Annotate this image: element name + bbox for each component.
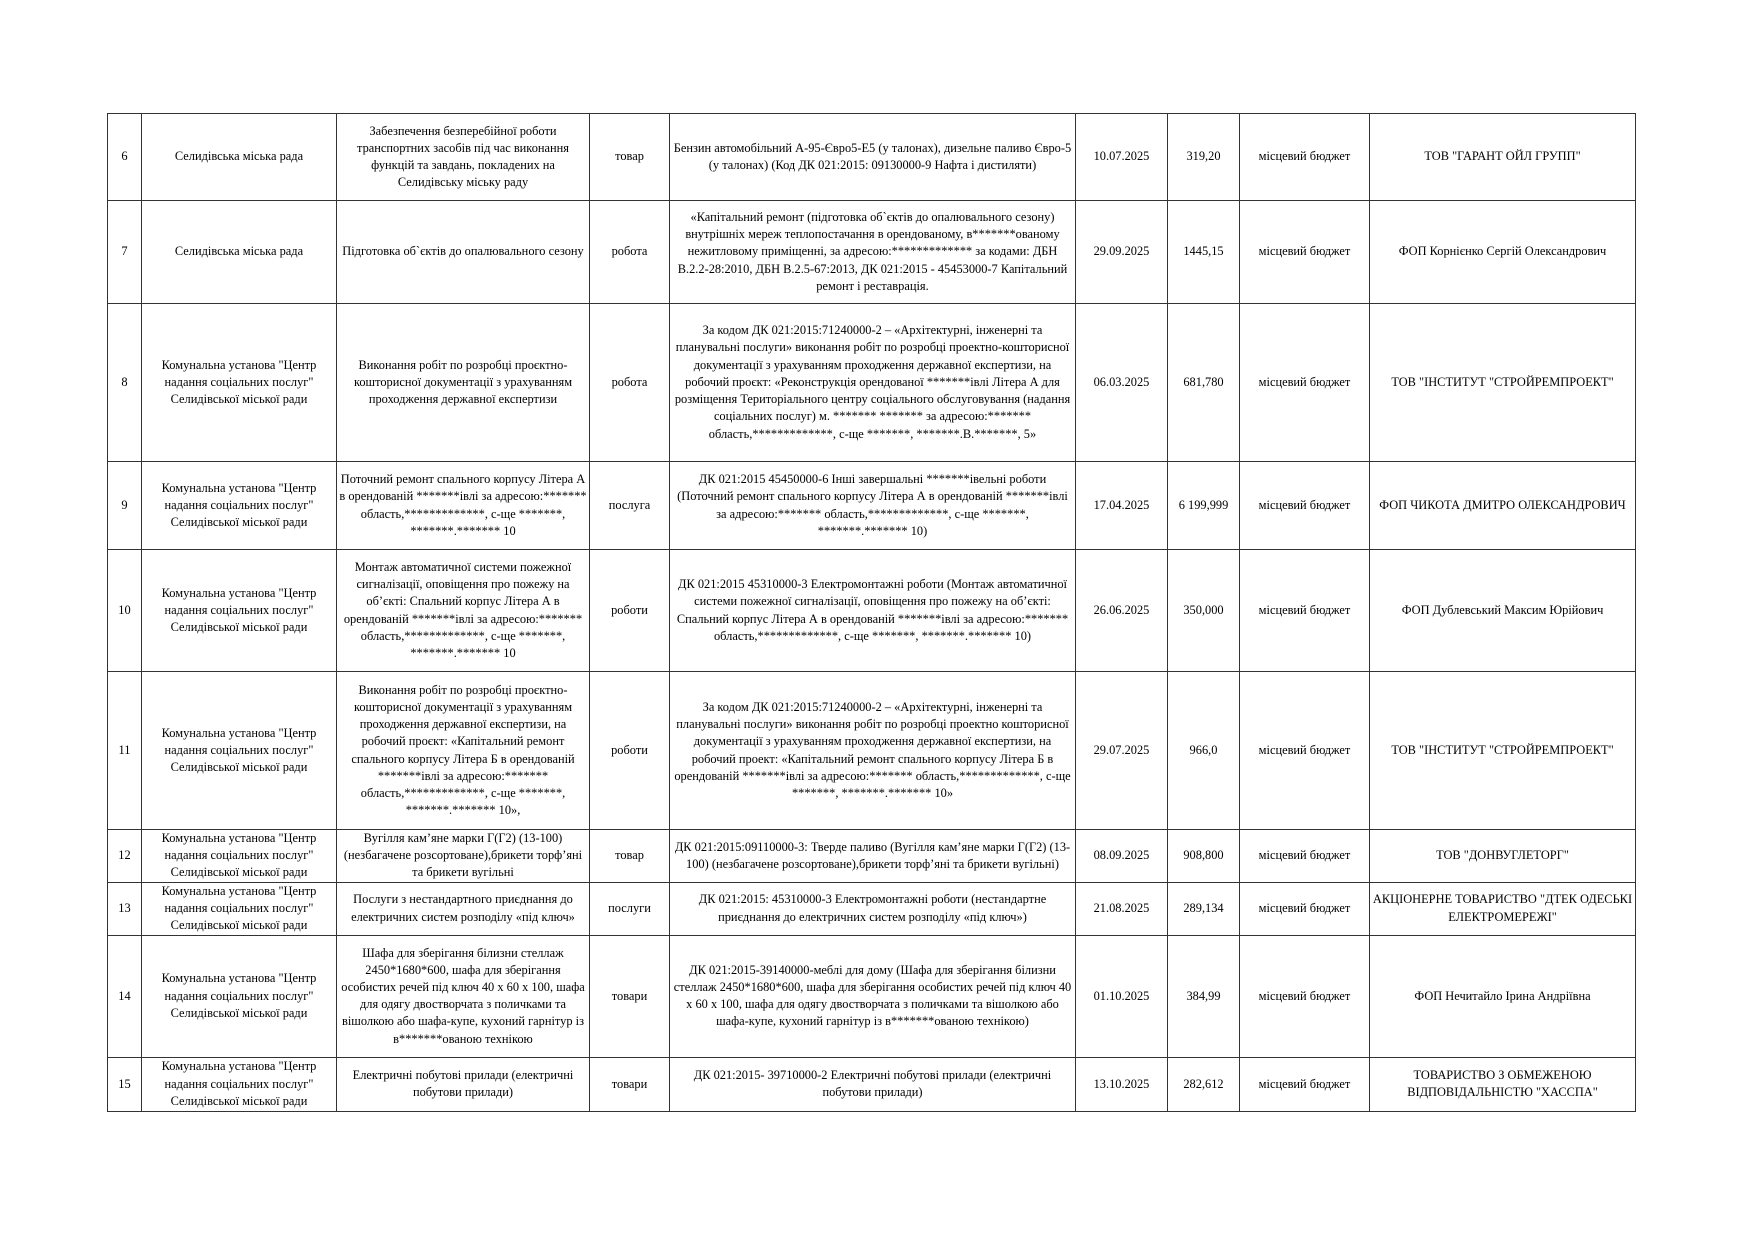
row-number: 6 (108, 114, 142, 201)
amount-cell: 289,134 (1168, 882, 1240, 935)
type-cell: товари (590, 1057, 670, 1111)
date-cell: 26.06.2025 (1076, 550, 1168, 672)
supplier-cell: ФОП ЧИКОТА ДМИТРО ОЛЕКСАНДРОВИЧ (1370, 462, 1636, 550)
date-cell: 10.07.2025 (1076, 114, 1168, 201)
subject-cell: Монтаж автоматичної системи пожежної сигналізації, оповіщення про пожежу на об’єкті: Спальний корпус Літера А в орендованій *******івлі за адресою:******* область,*************, с-ще *******, *******.******* 10 (337, 550, 590, 672)
amount-cell: 1445,15 (1168, 201, 1240, 304)
date-cell: 13.10.2025 (1076, 1057, 1168, 1111)
customer-cell: Комунальна установа "Центр надання соціальних послуг" Селидівської міської ради (142, 882, 337, 935)
subject-cell: Виконання робіт по розробці проєктно-кошторисної документації з урахуванням проходження державної експертизи (337, 304, 590, 462)
customer-cell: Комунальна установа "Центр надання соціальних послуг" Селидівської міської ради (142, 304, 337, 462)
supplier-cell: АКЦІОНЕРНЕ ТОВАРИСТВО "ДТЕК ОДЕСЬКІ ЕЛЕКТРОМЕРЕЖІ" (1370, 882, 1636, 935)
row-number: 11 (108, 672, 142, 830)
date-cell: 06.03.2025 (1076, 304, 1168, 462)
row-number: 10 (108, 550, 142, 672)
customer-cell: Комунальна установа "Центр надання соціальних послуг" Селидівської міської ради (142, 830, 337, 883)
type-cell: робота (590, 201, 670, 304)
subject-cell: Підготовка об`єктів до опалювального сезону (337, 201, 590, 304)
row-number: 7 (108, 201, 142, 304)
supplier-cell: ФОП Корнієнко Сергій Олександрович (1370, 201, 1636, 304)
description-cell: ДК 021:2015: 45310000-3 Електромонтажні роботи (нестандартне приєднання до електричних систем розподілу «під ключ») (670, 882, 1076, 935)
description-cell: ДК 021:2015 45450000-6 Інші завершальні *******івельні роботи (Поточний ремонт спального корпусу Літера А в орендованій *******івлі за адресою:******* область,*************, с-ще *******, *******.******* 10) (670, 462, 1076, 550)
description-cell: ДК 021:2015 45310000-3 Електромонтажні роботи (Монтаж автоматичної системи пожежної сигналізації, оповіщення про пожежу на об’єкті: Спальний корпус Літера А в орендованій *******івлі за адресою:******* область,*************, с-ще *******, *******.******* 10) (670, 550, 1076, 672)
description-cell: За кодом ДК 021:2015:71240000-2 – «Архітектурні, інженерні та планувальні послуги» виконання робіт по розробці проектно-кошторисної документації з урахуванням проходження державної експертизи, на робочий проєкт: «Реконструкція орендованої *******івлі Літера А для розміщення Територіального центру соціального обслуговування (надання соціальних послуг) м. ******* ******* за адресою:******* область,*************, с-ще *******, *******.В.*******, 5» (670, 304, 1076, 462)
row-number: 15 (108, 1057, 142, 1111)
type-cell: товар (590, 830, 670, 883)
supplier-cell: ТОВ "ДОНВУГЛЕТОРГ" (1370, 830, 1636, 883)
type-cell: послуги (590, 882, 670, 935)
date-cell: 08.09.2025 (1076, 830, 1168, 883)
amount-cell: 384,99 (1168, 935, 1240, 1057)
type-cell: роботи (590, 672, 670, 830)
funding-cell: місцевий бюджет (1240, 114, 1370, 201)
amount-cell: 681,780 (1168, 304, 1240, 462)
description-cell: За кодом ДК 021:2015:71240000-2 – «Архітектурні, інженерні та планувальні послуги» виконання робіт по розробці проектно кошторисної документації з урахуванням проходження державної експертизи, на робочий проект: «Капітальний ремонт спального корпусу Літера Б в орендованій *******івлі за адресою:******* область,*************, с-ще *******, *******.******* 10» (670, 672, 1076, 830)
amount-cell: 350,000 (1168, 550, 1240, 672)
amount-cell: 908,800 (1168, 830, 1240, 883)
table-row (108, 830, 1636, 883)
supplier-cell: ТОВ "ІНСТИТУТ "СТРОЙРЕМПРОЕКТ" (1370, 672, 1636, 830)
date-cell: 01.10.2025 (1076, 935, 1168, 1057)
description-cell: ДК 021:2015:09110000-3: Тверде паливо (Вугілля кам’яне марки Г(Г2) (13-100) (незбагачене розсортоване),брикети торф’яні та брикети вугільні) (670, 830, 1076, 883)
date-cell: 17.04.2025 (1076, 462, 1168, 550)
table-row (108, 935, 1636, 1057)
table-row (108, 672, 1636, 830)
subject-cell: Послуги з нестандартного приєднання до електричних систем розподілу «під ключ» (337, 882, 590, 935)
subject-cell: Виконання робіт по розробці проєктно-кошторисної документації з урахуванням проходження державної експертизи, на робочий проєкт: «Капітальний ремонт спального корпусу Літера Б в орендованій *******івлі за адресою:******* область,*************, с-ще *******, *******.******* 10», (337, 672, 590, 830)
supplier-cell: ТОВ "ГАРАНТ ОЙЛ ГРУПП" (1370, 114, 1636, 201)
row-number: 9 (108, 462, 142, 550)
subject-cell: Поточний ремонт спального корпусу Літера А в орендованій *******івлі за адресою:******* область,*************, с-ще *******, *******.******* 10 (337, 462, 590, 550)
table-row (108, 882, 1636, 935)
funding-cell: місцевий бюджет (1240, 201, 1370, 304)
funding-cell: місцевий бюджет (1240, 882, 1370, 935)
row-number: 13 (108, 882, 142, 935)
funding-cell: місцевий бюджет (1240, 935, 1370, 1057)
subject-cell: Забезпечення безперебійної роботи транспортних засобів під час виконання функцій та завдань, покладених на Селидівську міську раду (337, 114, 590, 201)
customer-cell: Комунальна установа "Центр надання соціальних послуг" Селидівської міської ради (142, 1057, 337, 1111)
table-row (108, 550, 1636, 672)
amount-cell: 966,0 (1168, 672, 1240, 830)
description-cell: ДК 021:2015- 39710000-2 Електричні побутові прилади (електричні побутови прилади) (670, 1057, 1076, 1111)
funding-cell: місцевий бюджет (1240, 550, 1370, 672)
table-row (108, 201, 1636, 304)
procurement-table (107, 113, 1636, 1112)
table-row (108, 462, 1636, 550)
supplier-cell: ТОВ "ІНСТИТУТ "СТРОЙРЕМПРОЕКТ" (1370, 304, 1636, 462)
funding-cell: місцевий бюджет (1240, 462, 1370, 550)
description-cell: «Капітальний ремонт (підготовка об`єктів до опалювального сезону) внутрішніх мереж теплопостачання в орендованому, в*******ованому нежитловому приміщенні, за адресою:************* за кодами: ДБН В.2.2-28:2010, ДБН В.2.5-67:2013, ДК 021:2015 - 45453000-7 Капітальний ремонт і реставрація. (670, 201, 1076, 304)
customer-cell: Селидівська міська рада (142, 114, 337, 201)
amount-cell: 319,20 (1168, 114, 1240, 201)
supplier-cell: ФОП Дублевський Максим Юрійович (1370, 550, 1636, 672)
table-row (108, 114, 1636, 201)
customer-cell: Комунальна установа "Центр надання соціальних послуг" Селидівської міської ради (142, 672, 337, 830)
row-number: 12 (108, 830, 142, 883)
table-row (108, 1057, 1636, 1111)
subject-cell: Вугілля кам’яне марки Г(Г2) (13-100) (незбагачене розсортоване),брикети торф’яні та брикети вугільні (337, 830, 590, 883)
row-number: 14 (108, 935, 142, 1057)
date-cell: 21.08.2025 (1076, 882, 1168, 935)
type-cell: товари (590, 935, 670, 1057)
description-cell: Бензин автомобільний А-95-Євро5-Е5 (у талонах), дизельне паливо Євро-5 (у талонах) (Код ДК 021:2015: 09130000-9 Нафта і дистиляти) (670, 114, 1076, 201)
customer-cell: Комунальна установа "Центр надання соціальних послуг" Селидівської міської ради (142, 550, 337, 672)
customer-cell: Комунальна установа "Центр надання соціальних послуг" Селидівської міської ради (142, 935, 337, 1057)
table-row (108, 304, 1636, 462)
supplier-cell: ФОП Нечитайло Ірина Андріївна (1370, 935, 1636, 1057)
funding-cell: місцевий бюджет (1240, 1057, 1370, 1111)
customer-cell: Селидівська міська рада (142, 201, 337, 304)
type-cell: роботи (590, 550, 670, 672)
description-cell: ДК 021:2015-39140000-меблі для дому (Шафа для зберігання білизни стеллаж 2450*1680*600, шафа для зберігання особистих речей під ключ 40 х 60 х 100, шафа для одягу двостворчата з поличками та вішолкою або шафа-купе, кухоний гарнітур із в*******ованою технікою) (670, 935, 1076, 1057)
date-cell: 29.09.2025 (1076, 201, 1168, 304)
funding-cell: місцевий бюджет (1240, 304, 1370, 462)
type-cell: товар (590, 114, 670, 201)
funding-cell: місцевий бюджет (1240, 672, 1370, 830)
date-cell: 29.07.2025 (1076, 672, 1168, 830)
row-number: 8 (108, 304, 142, 462)
type-cell: робота (590, 304, 670, 462)
customer-cell: Комунальна установа "Центр надання соціальних послуг" Селидівської міської ради (142, 462, 337, 550)
subject-cell: Шафа для зберігання білизни стеллаж 2450*1680*600, шафа для зберігання особистих речей під ключ 40 х 60 х 100, шафа для одягу двостворчата з поличками та вішолкою або шафа-купе, кухоний гарнітур із в*******ованою технікою (337, 935, 590, 1057)
funding-cell: місцевий бюджет (1240, 830, 1370, 883)
amount-cell: 6 199,999 (1168, 462, 1240, 550)
amount-cell: 282,612 (1168, 1057, 1240, 1111)
subject-cell: Електричні побутові прилади (електричні побутови прилади) (337, 1057, 590, 1111)
type-cell: послуга (590, 462, 670, 550)
supplier-cell: ТОВАРИСТВО З ОБМЕЖЕНОЮ ВІДПОВІДАЛЬНІСТЮ "ХАССПА" (1370, 1057, 1636, 1111)
